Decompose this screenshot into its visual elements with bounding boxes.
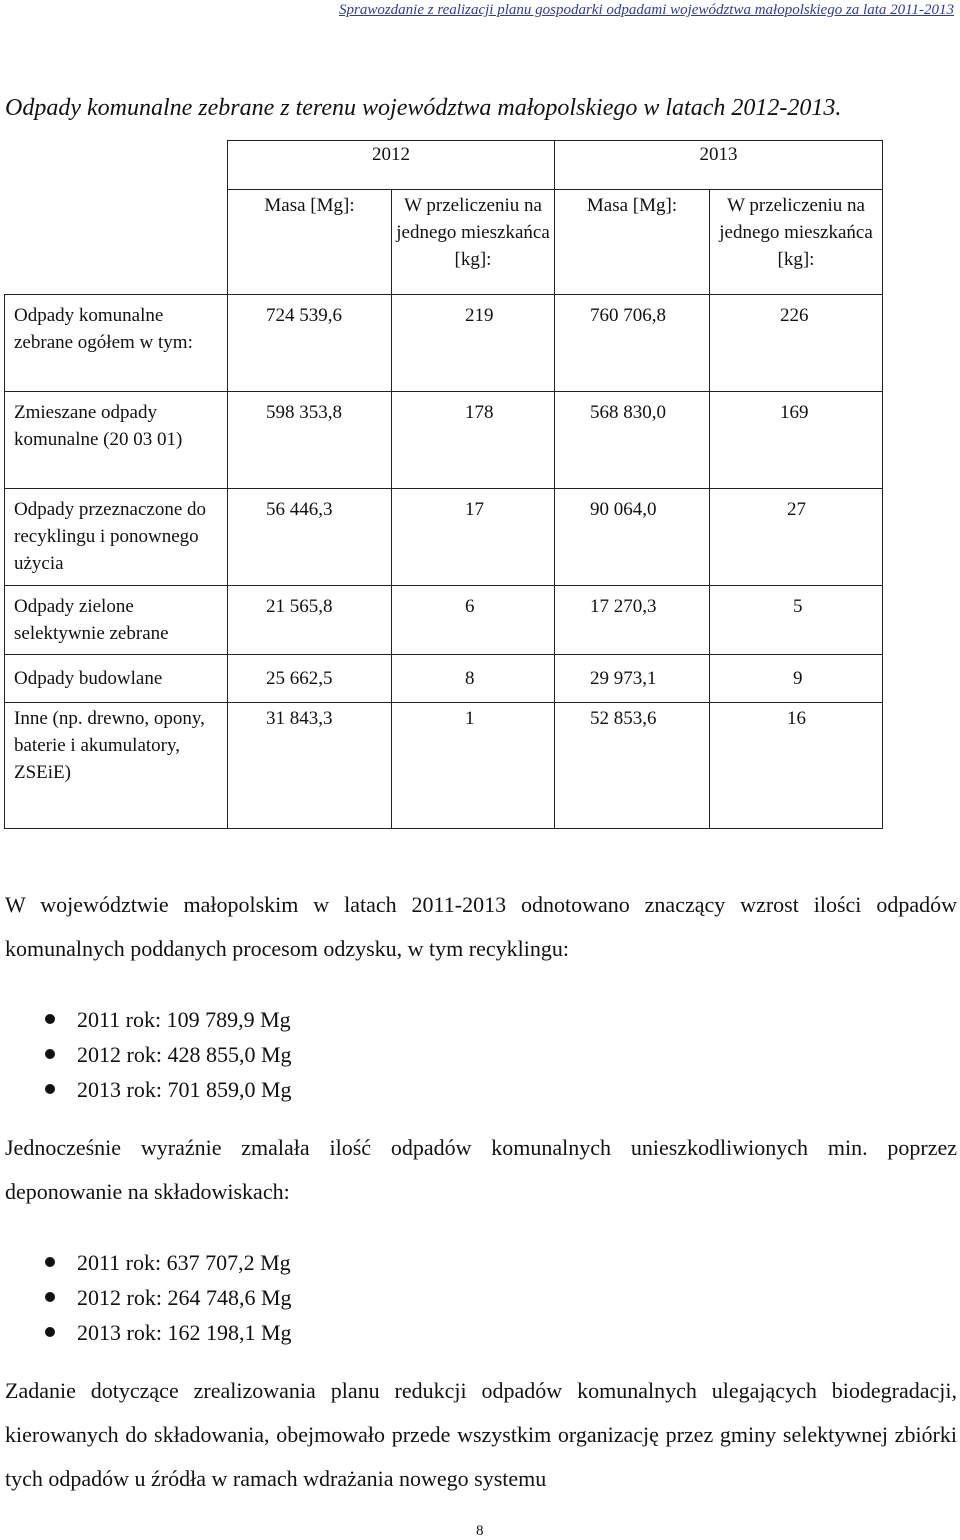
list-item-text: 2013 rok: 701 859,0 Mg	[77, 1077, 292, 1102]
table-cell: 17	[392, 489, 555, 586]
column-header: Masa [Mg]:	[228, 190, 392, 295]
table-row	[5, 703, 883, 829]
table-cell: 169	[710, 392, 883, 489]
row-label: Odpady zielone selektywnie zebrane	[5, 586, 228, 655]
table-cell: 598 353,8	[228, 392, 392, 489]
recovery-list	[0, 1002, 292, 1107]
table-cell: 56 446,3	[228, 489, 392, 586]
year-header: 2013	[555, 141, 883, 190]
list-item	[0, 1315, 292, 1350]
bullet-icon	[45, 1014, 55, 1024]
bullet-icon	[45, 1049, 55, 1059]
page-number: 8	[476, 1523, 484, 1539]
table-cell: 6	[392, 586, 555, 655]
list-item	[0, 1002, 292, 1037]
table-cell: 5	[710, 586, 883, 655]
paragraph-biodegradable: Zadanie dotyczące zrealizowania planu redukcji odpadów komunalnych ulegających biodegradacji, kierowanych do składowania, obejmowało przede wszystkim organizację przez gminy selektywnej zbiórki tych odpadów u źródła w ramach wdrażania nowego systemu	[5, 1378, 957, 1491]
table-cell: 25 662,5	[228, 655, 392, 703]
list-item-text: 2012 rok: 264 748,6 Mg	[77, 1285, 292, 1310]
list-item	[0, 1072, 292, 1107]
list-item-text: 2012 rok: 428 855,0 Mg	[77, 1042, 292, 1067]
table-row	[5, 489, 883, 586]
landfill-list	[0, 1245, 292, 1350]
table-row	[5, 655, 883, 703]
table-title: Odpady komunalne zebrane z terenu województwa małopolskiego w latach 2012-2013.	[5, 95, 842, 121]
bullet-icon	[45, 1257, 55, 1267]
column-header: Masa [Mg]:	[555, 190, 710, 295]
table-cell: 178	[392, 392, 555, 489]
table-cell: 29 973,1	[555, 655, 710, 703]
table-cell: 16	[710, 703, 883, 829]
waste-table	[4, 140, 883, 829]
table-cell: 52 853,6	[555, 703, 710, 829]
table-header-years	[5, 141, 883, 190]
table-cell: 724 539,6	[228, 295, 392, 392]
table-cell: 219	[392, 295, 555, 392]
table-row	[5, 392, 883, 489]
paragraph-landfill: Jednocześnie wyraźnie zmalała ilość odpadów komunalnych unieszkodliwionych min. poprzez deponowanie na składowiskach:	[5, 1135, 957, 1204]
table-cell: 17 270,3	[555, 586, 710, 655]
table-cell: 31 843,3	[228, 703, 392, 829]
row-label: Inne (np. drewno, opony, baterie i akumulatory, ZSEiE)	[5, 703, 228, 829]
year-header: 2012	[228, 141, 555, 190]
table-cell: 226	[710, 295, 883, 392]
table-cell: 21 565,8	[228, 586, 392, 655]
table-cell: 9	[710, 655, 883, 703]
empty-corner-cell	[5, 141, 228, 295]
row-label: Odpady budowlane	[5, 655, 228, 703]
bullet-icon	[45, 1327, 55, 1337]
list-item	[0, 1037, 292, 1072]
table-cell: 27	[710, 489, 883, 586]
row-label: Odpady przeznaczone do recyklingu i ponownego użycia	[5, 489, 228, 586]
table-cell: 8	[392, 655, 555, 703]
list-item	[0, 1280, 292, 1315]
row-label: Odpady komunalne zebrane ogółem w tym:	[5, 295, 228, 392]
list-item-text: 2011 rok: 109 789,9 Mg	[77, 1007, 291, 1032]
list-item	[0, 1245, 292, 1280]
paragraph-recovery: W województwie małopolskim w latach 2011-2013 odnotowano znaczący wzrost ilości odpadów komunalnych poddanych procesom odzysku, w tym recyklingu:	[5, 892, 957, 961]
column-header: W przeliczeniu na jednego mieszkańca [kg]:	[392, 190, 555, 295]
bullet-icon	[45, 1084, 55, 1094]
row-label: Zmieszane odpady komunalne (20 03 01)	[5, 392, 228, 489]
table-cell: 1	[392, 703, 555, 829]
table-cell: 90 064,0	[555, 489, 710, 586]
table-row	[5, 586, 883, 655]
table-cell: 568 830,0	[555, 392, 710, 489]
bullet-icon	[45, 1292, 55, 1302]
page-header: Sprawozdanie z realizacji planu gospodarki odpadami województwa małopolskiego za lata 2011-2013	[339, 2, 954, 18]
list-item-text: 2013 rok: 162 198,1 Mg	[77, 1320, 292, 1345]
table-row	[5, 295, 883, 392]
table-cell: 760 706,8	[555, 295, 710, 392]
column-header: W przeliczeniu na jednego mieszkańca [kg]:	[710, 190, 883, 295]
list-item-text: 2011 rok: 637 707,2 Mg	[77, 1250, 291, 1275]
